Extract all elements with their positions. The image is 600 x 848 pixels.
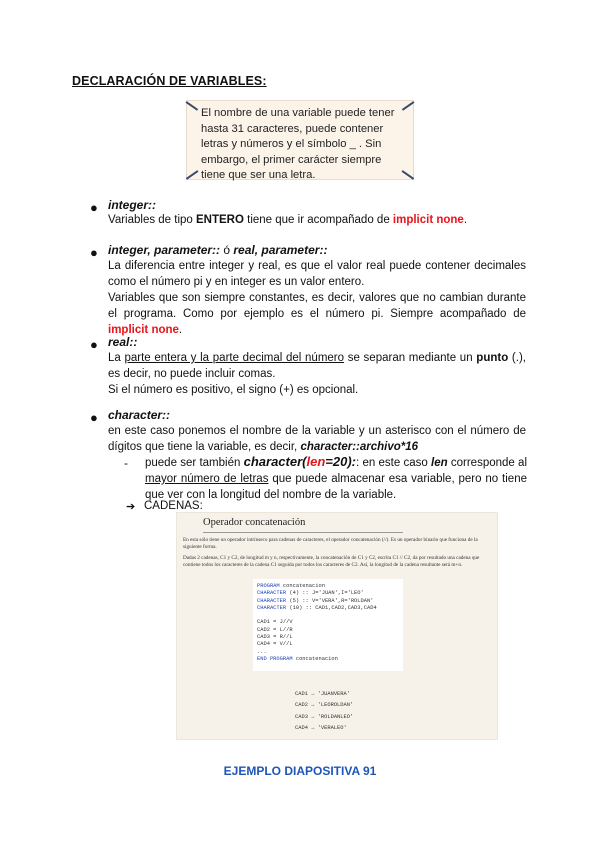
parameter-description: La diferencia entre integer y real, es que el valor real puede contener decimales como el número pi y en integer es un valor entero. Variables que son siempre constantes, es decir, valores que no cambian durante el programa. Como por ejemplo es el número pi. Siempre acompañado de implicit none. xyxy=(108,260,526,336)
code-rest: CAD2 = L//R xyxy=(257,626,293,633)
code-rest: concatenacion xyxy=(279,583,325,589)
code-box xyxy=(253,579,403,671)
note-text: El nombre de una variable puede tener hasta 31 caracteres, puede contener letras y números y el símbolo _ . Sin embargo, el primer carácter siempre tiene que ser una letra. xyxy=(201,107,395,182)
character-len-description: puede ser también character(len=20):: en este caso len corresponde al mayor número de letras que puede almacenar esa variable, pero no tiene que ver con la longitud del nombre de la variable. xyxy=(145,454,527,501)
code-rest: ... xyxy=(257,648,267,655)
code-line xyxy=(257,641,377,648)
bullet-real: ● xyxy=(90,337,98,352)
real-description: La parte entera y la parte decimal del número se separan mediante un punto (.), es decir, no puede incluir comas. Si el número es positivo, el signo (+) es opcional. xyxy=(108,352,526,396)
bullet-character: ● xyxy=(90,410,98,425)
slide-paragraph-2: Dadas 2 cadenas, C1 y C2, de longitud m y n, respectivamente, la concatenación de C1 y C2, escrita C1 // C2, da por resultado una cadena que contiene todos los caracteres de la cadena C1 seguida por todos los caracteres de C2. Así, la longitud de la cadena resultante será m+n. xyxy=(183,555,480,568)
code-line xyxy=(257,649,377,656)
code-keyword: PROGRAM xyxy=(257,583,280,589)
arrow-icon: ➔ xyxy=(126,501,136,513)
heading-character: character:: xyxy=(108,408,171,422)
code-line xyxy=(257,619,377,626)
cadenas-label: CADENAS: xyxy=(144,500,203,512)
code-rest: (4) :: J='JUAN',I='LEO' xyxy=(286,590,364,597)
code-line xyxy=(257,656,377,663)
note-corner-tl xyxy=(186,101,198,110)
code-line xyxy=(257,605,377,612)
heading-integer: integer:: xyxy=(108,198,156,212)
code-rest: CAD3 = R//L xyxy=(257,634,293,641)
code-rest: concatenacion xyxy=(292,655,338,662)
code-listing xyxy=(257,583,377,663)
integer-description: Variables de tipo ENTERO tiene que ir acompañado de implicit none. xyxy=(108,214,468,226)
slide-title: Operador concatenación xyxy=(203,517,306,528)
note-corner-bl xyxy=(186,170,198,179)
result-line: CAD1 → 'JUANVERA' xyxy=(295,691,350,697)
character-description: en este caso ponemos el nombre de la variable y un asterisco con el número de dígitos que tiene la variable, es decir, character::archivo*16 xyxy=(108,425,526,453)
note-box xyxy=(186,100,414,180)
code-rest: CAD4 = V//L xyxy=(257,641,293,648)
slide-reference-caption: EJEMPLO DIAPOSITIVA 91 xyxy=(223,764,377,778)
code-line xyxy=(257,583,377,590)
result-line: CAD4 → 'VERALEO' xyxy=(295,724,347,731)
code-rest xyxy=(257,612,260,618)
code-line xyxy=(257,627,377,634)
slide-paragraph-1: En esta sólo tiene un operador intrínseco para cadenas de caracteres, el operador concatenación (//). Es un operador binario que funciona de la siguiente forma. xyxy=(183,537,478,550)
slide-title-rule xyxy=(203,532,403,533)
code-line xyxy=(257,598,377,605)
result-line: CAD2 → 'LEOROLDAN' xyxy=(295,702,354,709)
result-line: CAD3 → 'ROLDANLEO' xyxy=(295,713,354,720)
code-keyword: END PROGRAM xyxy=(257,655,293,662)
dash-marker: - xyxy=(124,456,128,470)
bullet-integer: ● xyxy=(90,200,98,215)
code-rest: CAD1 = J//V xyxy=(257,619,293,626)
code-keyword: CHARACTER xyxy=(257,590,287,597)
bullet-parameter: ● xyxy=(90,245,98,260)
heading-real: real:: xyxy=(108,335,138,349)
code-rest: (10) :: CAD1,CAD2,CAD3,CAD4 xyxy=(286,604,377,611)
code-keyword: CHARACTER xyxy=(257,604,287,611)
concatenation-results xyxy=(295,689,375,734)
code-keyword: CHARACTER xyxy=(257,597,287,604)
code-line xyxy=(257,634,377,641)
concatenation-slide-image xyxy=(176,512,498,740)
heading-parameter: integer, parameter:: ó real, parameter:: xyxy=(108,243,328,257)
code-rest: (5) :: V='VERA',R='ROLDAN' xyxy=(286,597,374,604)
code-line xyxy=(257,612,377,619)
code-line xyxy=(257,590,377,597)
page-title: DECLARACIÓN DE VARIABLES: xyxy=(72,74,267,88)
